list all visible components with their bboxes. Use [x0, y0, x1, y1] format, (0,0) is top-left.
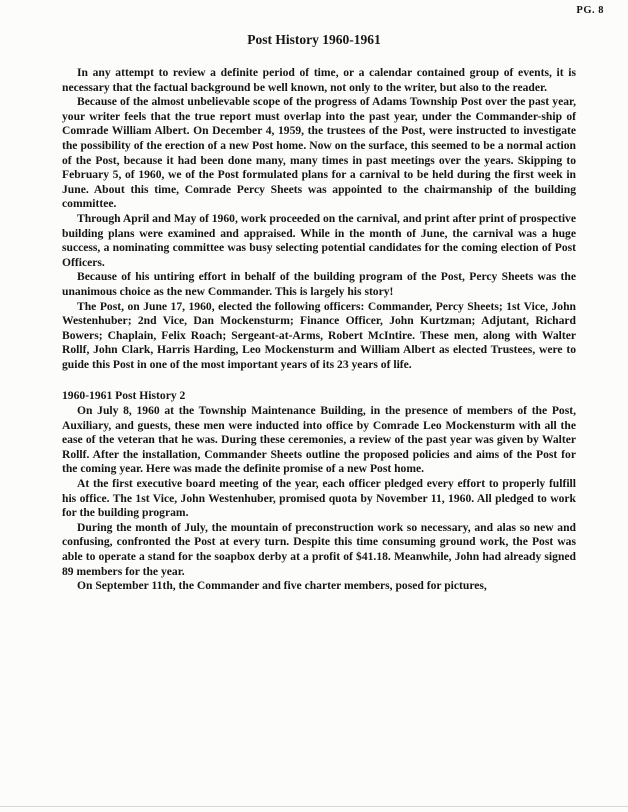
page-bottom-edge [0, 806, 628, 807]
paragraph-1: In any attempt to review a definite period of time, or a calendar contained group of events, it is necessary that the factual background be well known, not only to the writer, but also to the reader. [62, 66, 576, 94]
page-number: PG. 8 [576, 5, 604, 16]
paragraph-3: Through April and May of 1960, work proceeded on the carnival, and print after print of prospective building plans were examined and appraised. While in the month of June, the carnival was a huge success, a nominating committee was busy selecting potential candidates for the coming election of Post Officers. [62, 211, 576, 269]
section2-paragraph-4: On September 11th, the Commander and five charter members, posed for pictures, [77, 579, 487, 593]
paragraph-5: The Post, on June 17, 1960, elected the following officers: Commander, Percy Sheets; 1st Vice, John Westenhuber; 2nd Vice, Dan Mockensturm; Finance Officer, John Kurtzman; Adjutant, Richard Bowers; Chaplain, Felix Roach; Sergeant-at-Arms, Robert McIntire. These men, along with Walter Rollf, John Clark, Harris Harding, Leo Mockensturm and William Albert as elected Trustees, were to guide this Post in one of the most important years of its 23 years of life. [62, 299, 576, 371]
paragraph-4: Because of his untiring effort in behalf of the building program of the Post, Percy Sheets was the unanimous choice as the new Commander. This is largely his story! [62, 270, 576, 298]
section2-paragraph-1: On July 8, 1960 at the Township Maintenance Building, in the presence of members of the Post, Auxiliary, and guests, these men were inducted into office by Comrade Leo Mockensturm with all the ease of the veteran that he was. During these ceremonies, a review of the past year was given by Walter Rollf. After the installation, Commander Sheets outline the proposed policies and aims of the Post for the coming year. Here was made the definite promise of a new Post home. [62, 404, 576, 476]
page-title: Post History 1960-1961 [247, 32, 381, 47]
section2-paragraph-3: During the month of July, the mountain of preconstruction work so necessary, and alas so new and confusing, confronted the Post at every turn. Despite this time consuming ground work, the Post was able to operate a stand for the soapbox derby at a profit of $41.18. Meanwhile, John had already signed 89 members for the year. [62, 520, 576, 578]
paragraph-2: Because of the almost unbelievable scope of the progress of Adams Township Post over the past year, your writer feels that the true report must overlap into the past year, under the Commander-ship of Comrade William Albert. On December 4, 1959, the trustees of the Post, were instructed to investigate the possibility of the erection of a new Post home. Now on the surface, this seemed to be a normal action of the Post, because it had been done many, many times in past meetings over the years. Skipping to February 5, of 1960, we of the Post formulated plans for a carnival to be held during the first week in June. About this time, Comrade Percy Sheets was appointed to the chairmanship of the building committee. [62, 95, 576, 211]
document-body [62, 66, 576, 594]
section-heading: 1960-1961 Post History 2 [62, 389, 186, 403]
section2-paragraph-2: At the first executive board meeting of the year, each officer pledged every effort to properly fulfill his office. The 1st Vice, John Westenhuber, promised quota by November 11, 1960. All pledged to work for the building program. [62, 477, 576, 520]
